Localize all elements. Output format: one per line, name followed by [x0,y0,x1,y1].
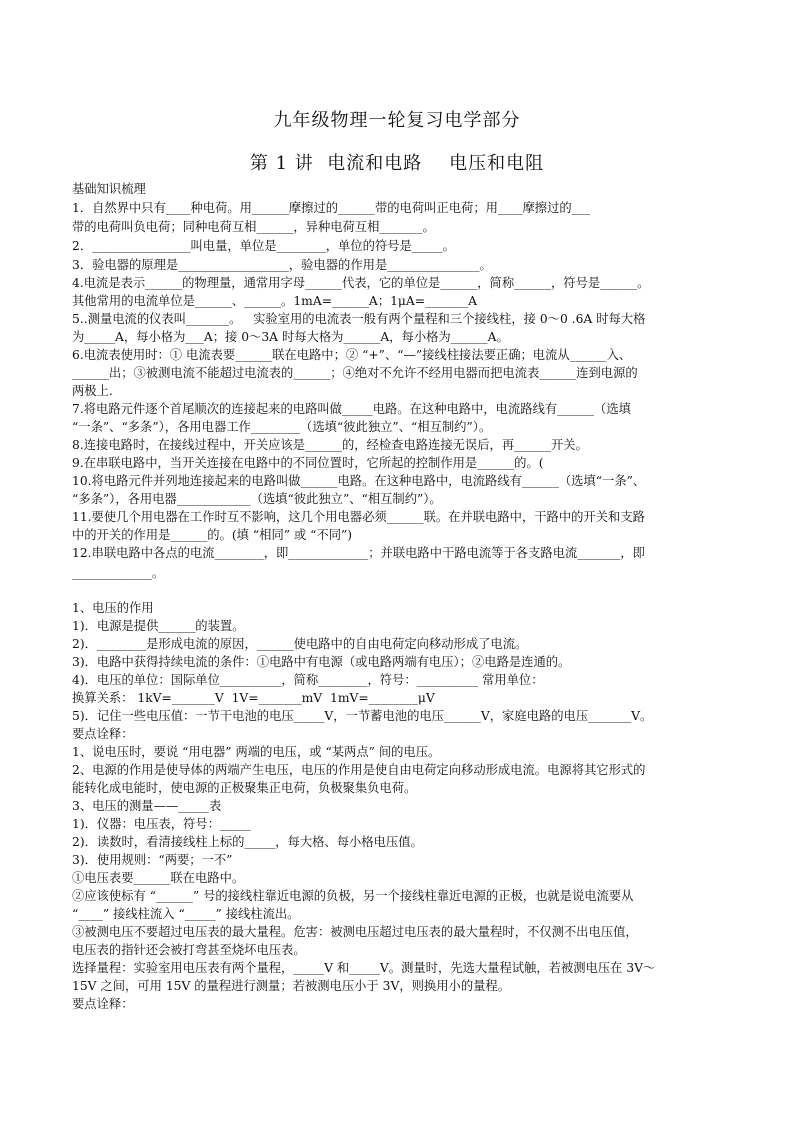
text-line: _____________。 [72,566,165,580]
text-line: ②应该使标有 “______” 号的接线柱靠近电源的负极，另一个接线柱靠近电源的正极，也就是说电流要从 [72,889,634,903]
text-line: 3)．电路中获得持续电流的条件：①电路中有电源（或电路两端有电压）；②电路是连通的。 [72,655,571,669]
text-line: 11.要使几个用电器在工作时互不影响，这几个用电器必须______联。在并联电路中，干路中的开关和支路 [72,510,645,524]
text-line: 6.电流表使用时：① 电流表要______联在电路中；② “+”、“—”接线柱接法要正确；电流从______入、 [72,348,632,362]
text-line: 2．________________叫电量，单位是________，单位的符号是_____。 [72,239,455,253]
text-line: 1．自然界中只有____种电荷。用______摩擦过的______带的电荷叫正电荷；用____摩擦过的___ [72,201,591,215]
text-line: 2、电源的作用是使导体的两端产生电压，电压的作用是使自由电荷定向移动形成电流。电源将其它形式的 [72,763,646,777]
section-heading: 3、电压的测量——_____表 [72,799,222,813]
text-line: 8.连接电路时，在接线过程中，开关应该是______的，经检查电路连接无误后，再______开关。 [72,438,588,452]
text-line: 3．验电器的原理是__________________，验电器的作用是_______________。 [72,258,492,272]
text-line: 4)．电压的单位：国际单位__________，简称________，符号：__________ 常用单位： [72,673,544,687]
text-line: 2)．读数时，看清接线柱上标的_____，每大格、每小格电压值。 [72,835,423,849]
text-line: 其他常用的电流单位是______、______。1mA=______A；1μA=_______A [72,294,477,308]
text-line: 5..测量电流的仪表叫_______。 实验室用的电流表一般有两个量程和三个接线柱，接 0～0 .6A 时每大格 [72,312,646,326]
document-title: 九年级物理一轮复习电学部分 [273,110,521,131]
text-line: ______出；③被测电流不能超过电流表的______；④绝对不允许不经用电器而把电流表______连到电源的 [72,366,638,380]
text-line: 4.电流是表示______的物理量，通常用字母______代表，它的单位是______，简称______，符号是______。 [72,276,650,290]
text-line: 能转化成电能时，使电源的正极聚集正电荷，负极聚集负电荷。 [72,781,417,795]
text-line: ③被测电压不要超过电压表的最大量程。危害：被测电压超过电压表的最大量程时，不仅测不出电压值， [72,925,638,939]
text-line: “____” 接线柱流入 “_____” 接线柱流出。 [72,907,300,921]
text-line: 12.串联电路中各点的电流________，即_____________；并联电路中干路电流等于各支路电流_______，即 [72,546,645,560]
text-line: 2)．________是形成电流的原因，______使电路中的自由电荷定向移动形成了电流。 [72,637,528,651]
text-line: 基础知识梳理 [72,182,146,196]
text-line: 7.将电路元件逐个首尾顺次的连接起来的电路叫做_____电路。在这种电路中，电流路线有______（选填 [72,402,631,416]
text-line: 选择量程：实验室用电压表有两个量程，_____V 和_____V。测量时，先选大量程试触，若被测电压在 3V～ [72,961,656,975]
text-line: 中的开关的作用是______的。(填 “相同” 或 “不同”) [72,528,353,542]
section-heading: 1、电压的作用 [72,601,154,615]
lecture-subtitle: 第 1 讲 电流和电路 电压和电阻 [249,153,545,174]
text-line: 要点诠释： [72,997,134,1011]
text-line: 10.将电路元件并列地连接起来的电路叫做______电路。在这种电路中，电流路线有______（选填“一条”、 [72,474,646,488]
text-line: 电压表的指针还会被打弯甚至烧坏电压表。 [72,943,306,957]
text-line: 1、说电压时，要说 “用电器” 两端的电压，或 “某两点” 间的电压。 [72,745,441,759]
text-line: “多条”），各用电器____________（选填“彼此独立”、“相互制约”）。 [72,492,442,506]
text-line: 5)．记住一些电压值：一节干电池的电压_____V，一节蓄电池的电压______V，家庭电路的电压_______V。 [72,709,653,723]
text-line: 9.在串联电路中，当开关连接在电路中的不同位置时，它所起的控制作用是______的。( [72,456,544,470]
text-line: 换算关系： 1kV=_______V 1V=_______mV 1mV=________μV [72,691,435,705]
text-line: 要点诠释： [72,727,134,741]
text-line: 两极上. [72,384,113,398]
text-line: 1)．仪器：电压表，符号：_____ [72,817,251,831]
text-line: ①电压表要______联在电路中。 [72,871,245,885]
text-line: 为_____A，每小格为___A；接 0～3A 时每大格为______A，每小格为______A。 [72,330,509,344]
text-line: “一条”、“多条”），各用电器工作________（选填“彼此独立”、“相互制约”）。 [72,420,492,434]
text-line: 1)．电源是提供______的装置。 [72,619,245,633]
text-line: 3)．使用规则：“两要；一不” [72,853,233,867]
text-line: 带的电荷叫负电荷；同种电荷互相______，异种电荷互相_______。 [72,220,435,234]
text-line: 15V 之间，可用 15V 的量程进行测量；若被测电压小于 3V，则换用小的量程。 [72,979,511,993]
